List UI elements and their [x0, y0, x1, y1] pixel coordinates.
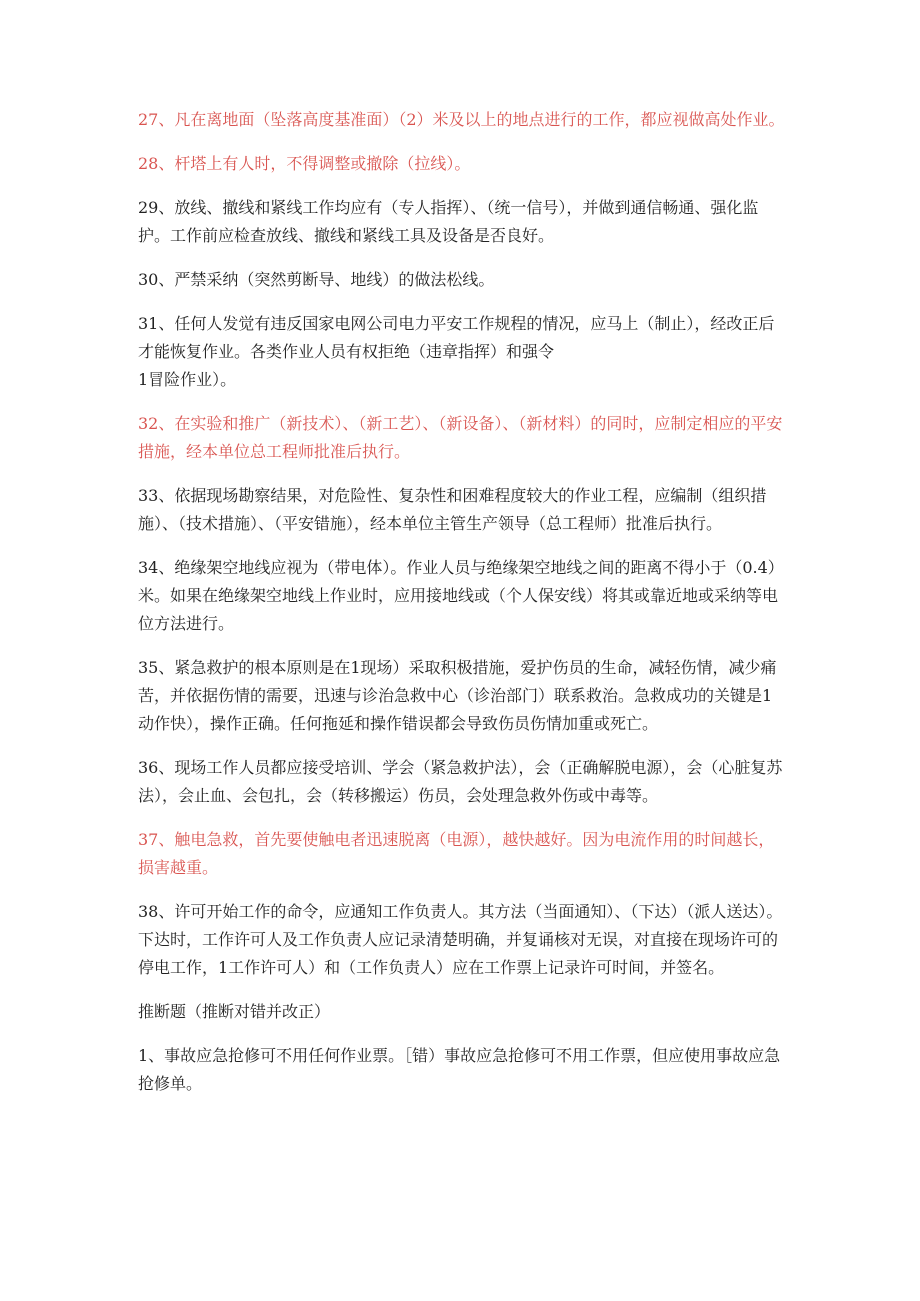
- item-38: 38、许可开始工作的命令，应通知工作负责人。其方法（当面通知）、（下达）（派人送达）。下达时，工作许可人及工作负责人应记录清楚明确，并复诵核对无误，对直接在现场许可的停电工作，1工作许可人）和（工作负责人）应在工作票上记录许可时间，并签名。: [138, 902, 783, 977]
- item-27: 27、凡在离地面（坠落高度基准面）（2）米及以上的地点进行的工作，都应视做高处作业。: [138, 110, 785, 129]
- document-body: [138, 106, 788, 1114]
- section-heading-judgement: 推断题（推断对错并改正）: [138, 1002, 331, 1021]
- item-29: 29、放线、撤线和紧线工作均应有（专人指挥）、（统一信号），并做到通信畅通、强化监护。工作前应检查放线、撤线和紧线工具及设备是否良好。: [138, 198, 759, 245]
- item-36: 36、现场工作人员都应接受培训、学会（紧急救护法），会（正确解脱电源），会（心脏复苏法），会止血、会包扎，会（转移搬运）伤员，会处理急救外伤或中毒等。: [138, 758, 783, 805]
- item-32: 32、在实验和推广（新技术）、（新工艺）、（新设备）、（新材料）的同时，应制定相应的平安措施，经本单位总工程师批准后执行。: [138, 414, 783, 461]
- item-33: 33、依据现场勘察结果，对危险性、复杂性和困难程度较大的作业工程，应编制（组织措施）、（技术措施）、（平安错施），经本单位主管生产领导（总工程师）批准后执行。: [138, 486, 767, 533]
- item-28: 28、杆塔上有人时，不得调整或撤除（拉线）。: [138, 154, 471, 173]
- item-37: 37、触电急救，首先要使触电者迅速脱离（电源），越快越好。因为电流作用的时间越长，损害越重。: [138, 830, 775, 877]
- item-30: 30、严禁采纳（突然剪断导、地线）的做法松线。: [138, 270, 495, 289]
- item-35: 35、紧急救护的根本原则是在1现场）采取积极措施，爱护伤员的生命，减轻伤情，减少痛苦，并依据伤情的需要，迅速与诊治急救中心（诊治部门）联系救治。急救成功的关键是1动作快），操作正确。任何拖延和操作错误都会导致伤员伤情加重或死亡。: [138, 658, 777, 733]
- item-31: 31、任何人发觉有违反国家电网公司电力平安工作规程的情况，应马上（制止），经改正后才能恢复作业。各类作业人员有权拒绝（违章指挥）和强令 1冒险作业）。: [138, 314, 775, 389]
- item-34: 34、绝缘架空地线应视为（带电体）。作业人员与绝缘架空地线之间的距离不得小于（0.4）米。如果在绝缘架空地线上作业时，应用接地线或（个人保安线）将其或靠近地或采纳等电位方法进行。: [138, 558, 784, 633]
- judgement-item-1: 1、事故应急抢修可不用任何作业票。［错）事故应急抢修可不用工作票，但应使用事故应急抢修单。: [138, 1046, 781, 1093]
